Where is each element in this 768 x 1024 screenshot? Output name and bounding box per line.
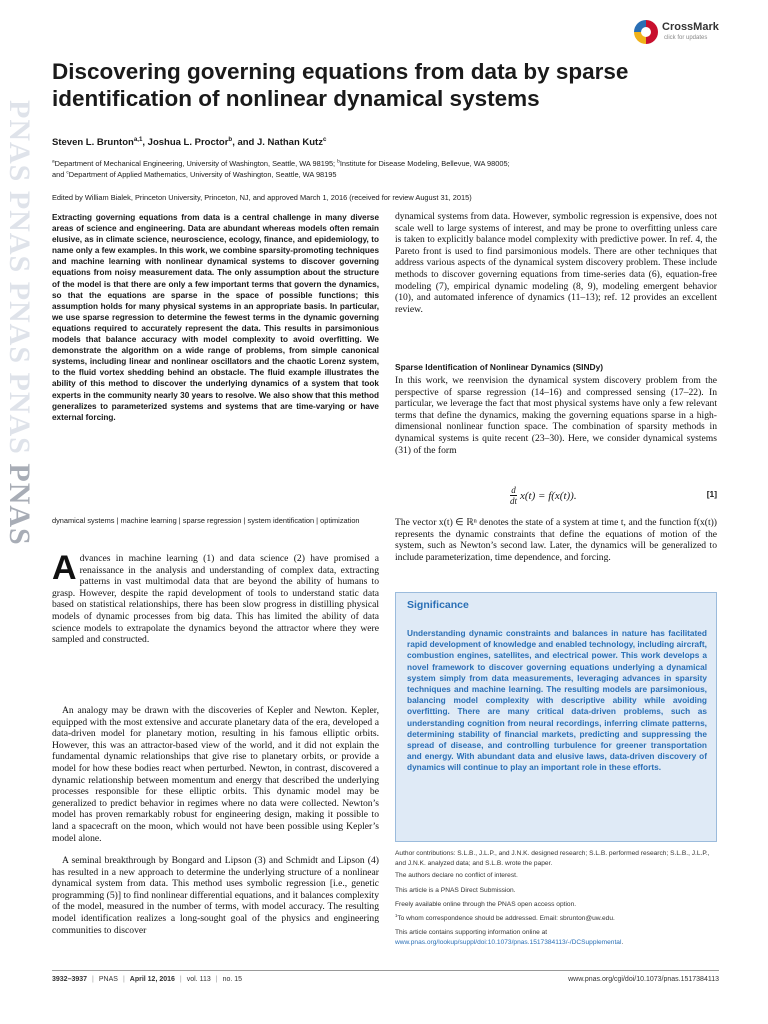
author-name[interactable]: Joshua L. Proctor [147,137,229,148]
significance-text: Understanding dynamic constraints and balances in nature has facilitated rapid development of knowledge and enabled technology, including aircraft, combustion engines, satellites, and electrical power. This work develops a novel framework to discover governing equations underlying a dynamical system simply from data measurements, leveraging advances in sparsity techniques and machine learning. The resulting models are parsimonious, balancing model complexity with descriptive ability while avoiding overfitting. There are many critical data-driven problems, such as understanding cognition from neural recordings, inferring climate patterns, determining stability of financial markets, predicting and suppressing the spread of disease, and controlling turbulence for greener transportation and energy. With abundant data and elusive laws, data-driven discovery of dynamics will continue to play an important role in these efforts. [407,628,707,773]
equation-number: [1] [706,489,717,499]
supporting-prefix: This article contains supporting information online at [395,929,548,936]
equation-expression [510,485,577,506]
author-sep: , and [232,137,257,148]
significance-box [395,592,717,842]
affiliation: Institute for Disease Modeling, Bellevue, WA 98005; [339,159,510,168]
author-list [52,137,326,148]
section-heading: Sparse Identification of Nonlinear Dynamics (SINDy) [395,362,604,372]
open-access-note: Freely available online through the PNAS open access option. [395,901,577,908]
crossmark-icon [634,20,658,44]
conflict-note: The authors declare no conflict of interest. [395,872,518,879]
affiliation-sup: a [52,159,55,165]
equation-1 [395,480,717,510]
author-sup: b [228,135,233,143]
footer-date: April 12, 2016 [129,976,175,983]
affiliation: Department of Mechanical Engineering, University of Washington, Seattle, WA 98195; [54,159,338,168]
body-paragraph [52,549,379,646]
crossmark-badge[interactable] [634,18,734,52]
edited-by-line: Edited by William Bialek, Princeton University, Princeton, NJ, and approved March 1, 2016 (received for review August 31, 2015) [52,193,472,202]
footer-citation: 3932–3937 | PNAS | April 12, 2016 | vol. 113 | no. 15 [52,976,243,983]
author-sup: a,1 [133,135,143,143]
author-sep: , [142,137,148,148]
body-text: dvances in machine learning (1) and data science (2) have promised a renaissance in the analysis and understanding of complex data, extracting patterns in vast multimodal data that are beyond the ability of humans to grasp. However, despite the rapid development of tools to understand static data based on statistical relationships, there has been slow progress in distilling physical models of dynamic processes from big data. This has limited the ability of data science models to extrapolate the dynamics beyond the attractor where they were sampled and constructed. [52,553,379,646]
pnas-side-banner [3,100,36,620]
footer-issue: no. 15 [222,976,243,983]
author-name[interactable]: Steven L. Brunton [52,137,134,148]
author-sup: c [322,135,327,143]
body-paragraph: An analogy may be drawn with the discoveries of Kepler and Newton. Kepler, equipped with the most extensive and accurate planetary data of the era, developed a data-driven model for planetary motion, resulting in his famous elliptic orbits. However, this was an attractor-based view of the world, and it did not explain the fundamental dynamic relationships that give rise to planetary orbits, or provide a model for how these bodies react when perturbed. Newton, in contrast, discovered a dynamic relationship between momentum and energy that described the underlying processes responsible for these elliptic orbits. This dynamic model may be generalized to predict behavior in regimes where no data were collected. Newton’s model has proven remarkably robust for engineering design, making it possible to land a spacecraft on the moon, which would not have been possible using Kepler’s model alone. [52,705,379,844]
banner-word: PNAS [3,281,36,365]
affiliation-and: and [52,169,67,179]
paper-title: Discovering governing equations from data by sparse identification of nonlinear dynamical systems [52,59,629,111]
supporting-info-link[interactable]: www.pnas.org/lookup/suppl/doi:10.1073/pnas.1517384113/-/DCSupplemental [395,938,622,946]
affiliation-sup: c [66,170,69,176]
affiliation-sup: b [337,159,340,165]
banner-word: PNAS [3,372,36,455]
author-name[interactable]: J. Nathan Kutz [257,137,323,148]
note-sup: 1 [395,912,398,918]
footer-rule [52,970,719,971]
banner-word: PNAS [3,100,36,183]
banner-word: PNAS [3,190,36,274]
direct-submission-note: This article is a PNAS Direct Submission. [395,887,516,894]
affiliations [52,159,732,180]
body-paragraph: The vector x(t) ∈ ℝⁿ denotes the state of a system at time t, and the function f(x(t)) represents the dynamic constraints that define the equations of motion of the system, such as Newton’s second law. Later, the dynamics will be generalized to include parameterization, time dependence, and forcing. [395,517,717,563]
body-paragraph: In this work, we reenvision the dynamical system discovery problem from the perspective of sparse regression (14–16) and compressed sensing (17–22). In particular, we leverage the fact that most physical systems have only a few relevant terms that define the dynamics, making the governing equations sparse in a high-dimensional nonlinear function space. The combination of sparsity methods in dynamical systems is quite recent (23–30). Here, we consider dynamical systems (31) of the form [395,375,717,456]
supporting-suffix: . [621,938,624,946]
abstract: Extracting governing equations from data is a central challenge in many diverse areas of science and engineering. Data are abundant whereas models often remain elusive, as in climate science, neuroscience, ecology, finance, and epidemiology, to name only a few examples. In this work, we combine sparsity-promoting techniques and machine learning with nonlinear dynamical systems to discover governing equations from noisy measurement data. The only assumption about the structure of the model is that there are only a few important terms that govern the dynamics, so that the equations are sparse in the space of possible functions; this assumption holds for many physical systems in an appropriate basis. In particular, we use sparse regression to determine the fewest terms in the dynamic governing equations required to accurately represent the data. This results in parsimonious models that balance accuracy with model complexity to avoid overfitting. We demonstrate the algorithm on a wide range of problems, from simple canonical systems, including linear and nonlinear oscillators and the chaotic Lorenz system, to the fluid vortex shedding behind an obstacle. The fluid example illustrates the ability of this method to discover the underlying dynamics of a system that took experts in the community nearly 30 years to resolve. We also show that this method generalizes to parameterized systems and systems that are time-varying or have external forcing. [52,213,379,422]
footer-volume: vol. 113 [186,976,211,983]
banner-word-dark: PNAS [3,463,36,546]
correspondence-text: To whom correspondence should be addressed. Email: sbrunton@uw.edu. [397,915,615,922]
correspondence-note [395,914,720,924]
crossmark-name: CrossMark [662,21,719,33]
footer-journal: PNAS [98,976,118,983]
equation-body: x(t) = f(x(t)). [520,489,577,502]
body-paragraph: dynamical systems from data. However, symbolic regression is expensive, does not scale well to large systems of interest, and may be prone to overfitting unless care is taken to explicitly balance model complexity with predictive power. In ref. 4, the Pareto front is used to find parsimonious models. There are other techniques that address various aspects of the dynamical system discovery problem. These include methods to discover governing equations from time-series data (6), equation-free modeling (7), empirical dynamic modeling (8, 9), modeling emergent behavior (10), and automated inference of dynamics (11–13); ref. 12 provides an excellent review. [395,211,717,315]
fraction-denominator: dt [510,496,518,506]
derivative-fraction [510,485,517,506]
footer-pages: 3932–3937 [52,976,88,983]
crossmark-sub: click for updates [664,35,708,41]
body-paragraph: A seminal breakthrough by Bongard and Lipson (3) and Schmidt and Lipson (4) has resulted in a new approach to determine the underlying structure of a nonlinear dynamical system from data. This method uses symbolic regression [i.e., genetic programming (5)] to find nonlinear differential equations, and it balances complexity of the model, measured in the number of terms, with model accuracy. The resulting model identification realizes a long-sought goal of the physics and engineering communities to discover [52,855,379,936]
supporting-info-note [395,928,720,947]
dropcap: A [52,549,77,587]
author-contributions: Author contributions: S.L.B., J.L.P., and J.N.K. designed research; S.L.B. performed research; S.L.B., J.L.P., and J.N.K. analyzed data; and S.L.B. wrote the paper. [395,850,710,867]
significance-title: Significance [407,599,469,611]
affiliation: Department of Applied Mathematics, University of Washington, Seattle, WA 98195 [68,169,337,179]
footer-doi-url[interactable]: www.pnas.org/cgi/doi/10.1073/pnas.1517384113 [568,976,719,983]
fraction-numerator: d [511,485,516,495]
keywords: dynamical systems | machine learning | sparse regression | system identification | optimization [52,516,360,525]
